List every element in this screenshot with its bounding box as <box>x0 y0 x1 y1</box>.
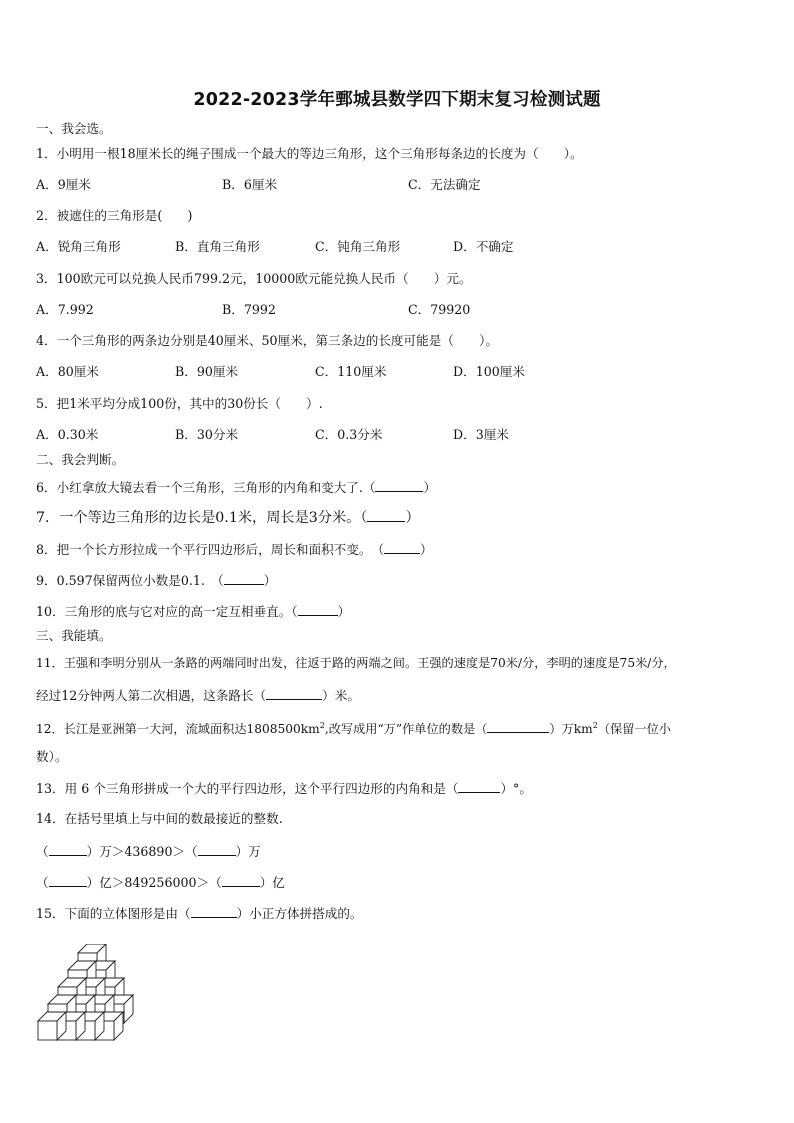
q14-row1-open: （ <box>36 844 49 859</box>
q12-superscript: 2 <box>319 721 325 730</box>
q13-text: 13．用 6 个三角形拼成一个大的平行四边形，这个平行四边形的内角和是（ <box>36 781 459 796</box>
section-heading-choice: 一、我会选。 <box>36 121 112 136</box>
question-11-line2 <box>36 687 360 704</box>
q4-option-a: A．80厘米 <box>36 364 99 379</box>
question-1: 1．小明用一根18厘米长的绳子围成一个最大的等边三角形，这个三角形每条边的长度为（ ）。 <box>36 146 583 161</box>
q14-row2-blank-left[interactable] <box>49 874 87 887</box>
unit-cube <box>38 1012 66 1040</box>
q12-text-mid: ,改写成用“万”作单位的数是（ <box>324 722 488 737</box>
q12-unit-superscript: 2 <box>592 721 598 730</box>
question-12-line2: 数）。 <box>36 749 68 764</box>
q7-text: 7．一个等边三角形的边长是0.1米，周长是3分米。（ <box>36 510 368 526</box>
q7-answer-blank[interactable] <box>367 509 405 522</box>
q3-option-a: A．7.992 <box>36 302 94 317</box>
q2-option-d: D．不确定 <box>453 239 514 254</box>
stacked-cubes-figure <box>36 944 166 1044</box>
q1-option-b: B．6厘米 <box>222 177 278 192</box>
question-8 <box>36 541 433 558</box>
q5-option-d: D．3厘米 <box>453 427 509 442</box>
q12-text: 12．长江是亚洲第一大河，流域面积达1808500km <box>36 722 320 737</box>
q14-row1-middle: ）万＞436890＞（ <box>86 844 198 859</box>
question-14: 14．在括号里填上与中间的数最接近的整数. <box>36 811 283 826</box>
q12-tail: （保留一位小 <box>597 722 671 737</box>
question-9 <box>36 572 276 589</box>
q2-option-c: C．钝角三角形 <box>315 239 401 254</box>
question-11-line1: 11．王强和李明分别从一条路的两端同时出发，往返于路的两端之间。王强的速度是70米/分，李明的速度是75米/分， <box>36 656 676 670</box>
question-14-row1 <box>36 843 261 860</box>
q4-option-b: B．90厘米 <box>175 364 239 379</box>
question-2: 2．被遮住的三角形是( ) <box>36 208 193 223</box>
q4-option-d: D．100厘米 <box>453 364 525 379</box>
q15-text: 15．下面的立体图形是由（ <box>36 906 191 921</box>
q6-answer-blank[interactable] <box>375 479 423 492</box>
q14-row1-blank-left[interactable] <box>49 843 87 856</box>
question-12-line1 <box>36 718 671 737</box>
q14-row2-blank-right[interactable] <box>222 874 260 887</box>
q3-option-b: B．7992 <box>222 302 276 317</box>
question-5: 5．把1米平均分成100份，其中的30份长（ ）. <box>36 396 323 411</box>
q6-text: 6．小红拿放大镜去看一个三角形，三角形的内角和变大了.（ <box>36 480 376 495</box>
section-heading-judge: 二、我会判断。 <box>36 452 125 467</box>
q14-row2-open: （ <box>36 875 49 890</box>
q10-text: 10．三角形的底与它对应的高一定互相垂直。（ <box>36 604 298 619</box>
q8-text: 8．把一个长方形拉成一个平行四边形后，周长和面积不变。 （ <box>36 542 385 557</box>
page-title: 2022-2023学年鄄城县数学四下期末复习检测试题 <box>193 90 601 110</box>
q7-close: ） <box>405 510 420 526</box>
q4-option-c: C．110厘米 <box>315 364 387 379</box>
q2-option-b: B．直角三角形 <box>175 239 260 254</box>
question-13 <box>36 780 532 797</box>
q13-close: ）°。 <box>500 781 532 796</box>
q5-option-a: A．0.30米 <box>36 427 99 442</box>
q3-option-c: C．79920 <box>408 302 471 317</box>
q13-answer-blank[interactable] <box>458 780 500 793</box>
q14-row1-close: ）万 <box>235 844 261 859</box>
q10-answer-blank[interactable] <box>298 603 338 616</box>
q12-answer-blank[interactable] <box>487 720 549 733</box>
q5-option-c: C．0.3分米 <box>315 427 383 442</box>
q15-answer-blank[interactable] <box>191 905 237 918</box>
q14-row1-blank-right[interactable] <box>198 843 236 856</box>
q1-option-a: A．9厘米 <box>36 177 91 192</box>
q14-row2-close: ）亿 <box>259 875 285 890</box>
q12-unit: ）万km <box>549 722 593 737</box>
q15-close: ）小正方体拼搭成的。 <box>236 906 363 921</box>
question-6 <box>36 479 436 496</box>
q6-close: ） <box>423 480 437 495</box>
q2-option-a: A．锐角三角形 <box>36 239 121 254</box>
question-15 <box>36 905 363 922</box>
q5-option-b: B．30分米 <box>175 427 239 442</box>
q8-close: ） <box>420 542 433 557</box>
q11-close: ）米。 <box>322 688 360 703</box>
q11-text: 经过12分钟两人第二次相遇，这条路长（ <box>36 688 267 703</box>
q8-answer-blank[interactable] <box>384 541 420 554</box>
section-heading-fill: 三、我能填。 <box>36 628 112 643</box>
q10-close: ） <box>337 604 351 619</box>
q14-row2-middle: ）亿＞849256000＞（ <box>86 875 222 890</box>
question-7 <box>36 509 420 526</box>
question-14-row2 <box>36 874 285 891</box>
q9-answer-blank[interactable] <box>224 572 264 585</box>
question-3: 3．100欧元可以兑换人民币799.2元，10000欧元能兑换人民币（ ）元。 <box>36 271 472 286</box>
q9-close: ） <box>263 573 277 588</box>
q9-text: 9．0.597保留两位小数是0.1. （ <box>36 573 224 588</box>
question-10 <box>36 603 350 620</box>
q1-option-c: C．无法确定 <box>408 177 481 192</box>
question-4: 4．一个三角形的两条边分别是40厘米、50厘米，第三条边的长度可能是（ ）。 <box>36 333 498 348</box>
q11-answer-blank[interactable] <box>266 687 322 700</box>
